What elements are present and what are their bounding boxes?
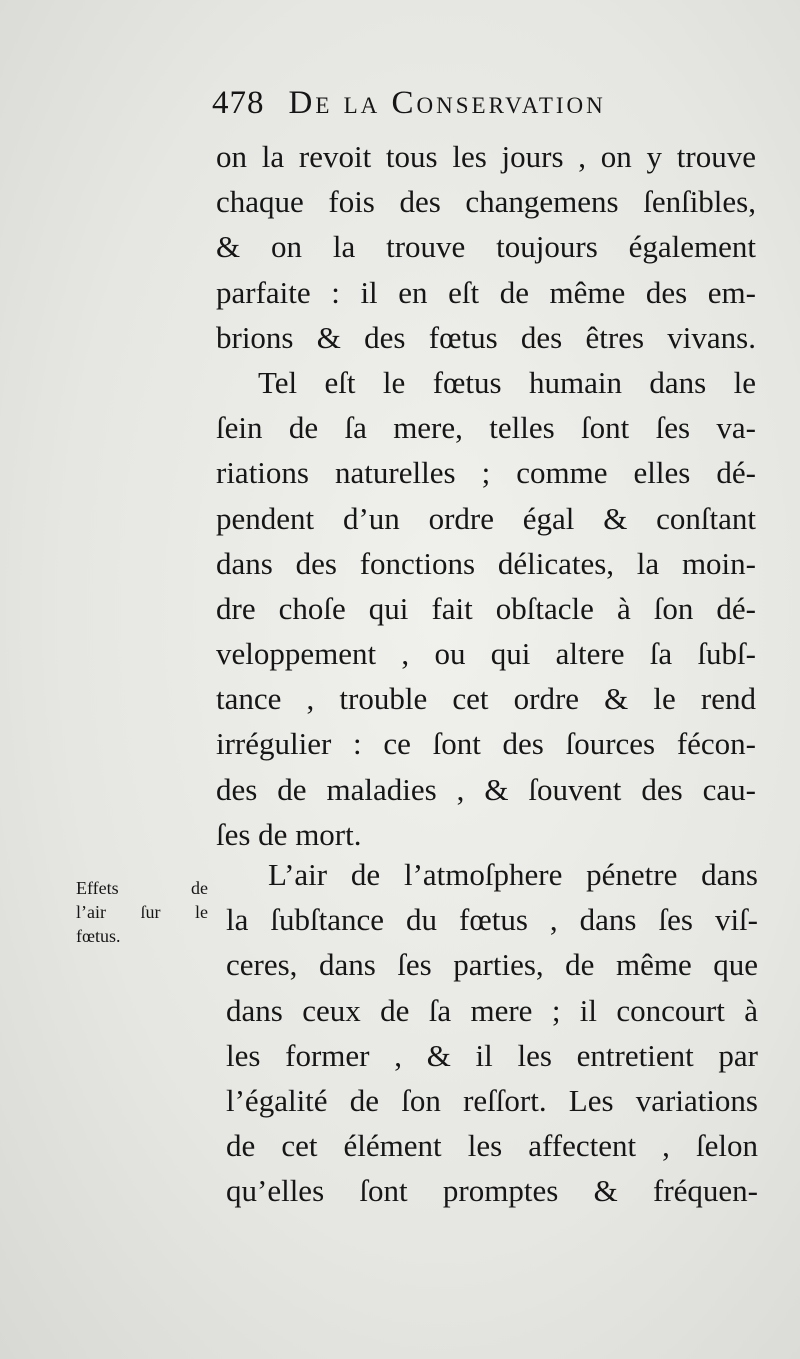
- text-line: la ſubſtance du fœtus , dans ſes viſ-: [226, 902, 758, 938]
- text-line: chaque fois des changemens ſenſibles,: [216, 184, 756, 220]
- text-line: parfaite : il en eſt de même des em-: [216, 274, 756, 310]
- text-line: riations naturelles ; comme elles dé-: [216, 455, 756, 491]
- margin-note: [76, 876, 208, 948]
- paragraph-foetus-humain: [216, 360, 756, 857]
- text-line: dans ceux de ſa mere ; il concourt à: [226, 992, 758, 1028]
- running-title: De la Conservation: [288, 85, 606, 121]
- text-line: L’air de l’atmoſphere pénetre dans: [268, 857, 758, 892]
- text-line: ſes de mort.: [216, 816, 362, 852]
- page-header: [212, 80, 682, 126]
- paragraph-continued: [216, 134, 756, 360]
- text-line: pendent d’un ordre égal & conſtant: [216, 500, 756, 536]
- text-line: dans des fonctions délicates, la moin-: [216, 545, 756, 581]
- margin-note-line: Effets de: [76, 878, 208, 898]
- text-line: l’égalité de ſon reſſort. Les variations: [226, 1082, 758, 1118]
- text-line: on la revoit tous les jours , on y trouve: [216, 139, 756, 174]
- margin-note-line: l’air ſur le: [76, 902, 208, 922]
- body-text-upper: [216, 134, 756, 857]
- text-line: tance , trouble cet ordre & le rend: [216, 681, 756, 717]
- text-line: irrégulier : ce ſont des ſources fécon-: [216, 726, 756, 762]
- margin-note-line: fœtus.: [76, 926, 121, 946]
- text-line: brions & des fœtus des êtres vivans.: [216, 319, 756, 355]
- paragraph-air-atmosphere: [226, 852, 758, 1214]
- text-line: ceres, dans ſes parties, de même que: [226, 947, 758, 983]
- text-line: de cet élément les affectent , ſelon: [226, 1128, 758, 1164]
- text-line: & on la trouve toujours également: [216, 229, 756, 265]
- text-line: qu’elles ſont promptes & fréquen-: [226, 1173, 758, 1209]
- text-line: ſein de ſa mere, telles ſont ſes va-: [216, 410, 756, 446]
- body-text-lower: [226, 852, 758, 1214]
- text-line: dre choſe qui fait obſtacle à ſon dé-: [216, 590, 756, 626]
- text-line: des de maladies , & ſouvent des cau-: [216, 771, 756, 807]
- page-number: 478: [212, 85, 265, 121]
- text-line: veloppement , ou qui altere ſa ſubſ-: [216, 636, 756, 672]
- text-line: les former , & il les entretient par: [226, 1037, 758, 1073]
- text-line: Tel eſt le fœtus humain dans le: [258, 364, 756, 400]
